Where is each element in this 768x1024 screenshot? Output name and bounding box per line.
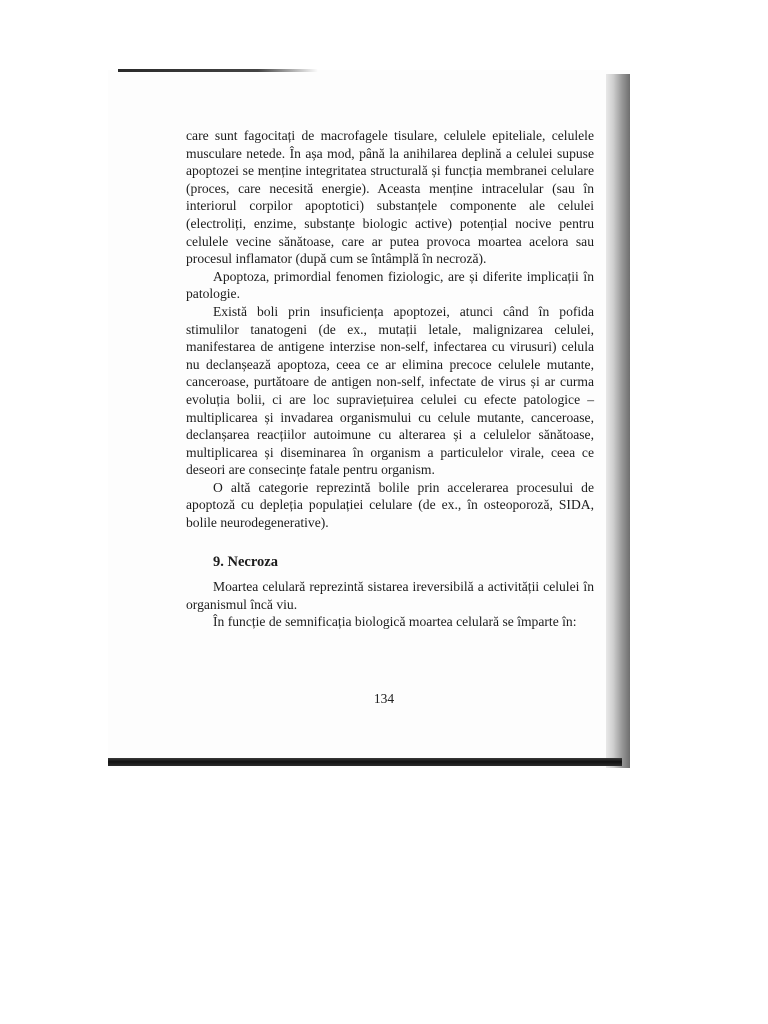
paragraph: Apoptoza, primordial fenomen fiziologic, are și diferite implicații în patologie.	[186, 268, 594, 302]
paragraph: În funcție de semnificația biologică moartea celulară se împarte în:	[213, 614, 577, 630]
paragraph: Moartea celulară reprezintă sistarea ireversibilă a activității celulei în organismul încă viu.	[186, 579, 594, 612]
page-number: 134	[373, 691, 395, 706]
bottom-edge	[108, 758, 622, 766]
body-text	[186, 127, 594, 631]
section-heading: 9. Necroza	[213, 553, 278, 570]
top-rule	[118, 69, 318, 72]
paragraph: Există boli prin insuficiența apoptozei, atunci când în pofida stimulilor tanatogeni (de ex., mutații letale, malignizarea celulei, manifestarea de antigene interzise non-self, infectarea cu virusuri) celula nu declanșează apoptoza, ceea ce ar elimina precoce celulele mutante, canceroase, purtătoare de antigen non-self, infectate de virus și ar curma evoluția bolii, ci are loc supraviețuirea celulei cu efecte patologice – multiplicarea și invadarea organismului cu celule mutante, canceroase, declanșarea reacțiilor autoimune cu alterarea și a celulelor sănătoase, multiplicarea și diseminarea în organism a particulelor virale, ceea ce deseori are consecințe fatale pentru organism.	[186, 303, 594, 478]
paragraph: care sunt fagocitați de macrofagele tisulare, celulele epiteliale, celulele musculare netede. În așa mod, până la anihilarea deplină a celulei supuse apoptozei se menține integritatea structurală și funcția membranei celulare (proces, care necesită energie). Aceasta menține intracelular (sau în interiorul corpilor apoptotici) substanțele componente ale celulei (electroliți, enzime, substanțe biologic active) potențial nocive pentru celulele vecine sănătoase, care ar putea provoca moartea acelora sau procesul inflamator (după cum se întâmplă în necroză).	[186, 128, 594, 267]
page-edge-shadow	[606, 74, 630, 768]
paragraph: O altă categorie reprezintă bolile prin accelerarea procesului de apoptoză cu depleția populației celulare (de ex., în osteoporoză, SIDA, bolile neurodegenerative).	[186, 479, 594, 531]
